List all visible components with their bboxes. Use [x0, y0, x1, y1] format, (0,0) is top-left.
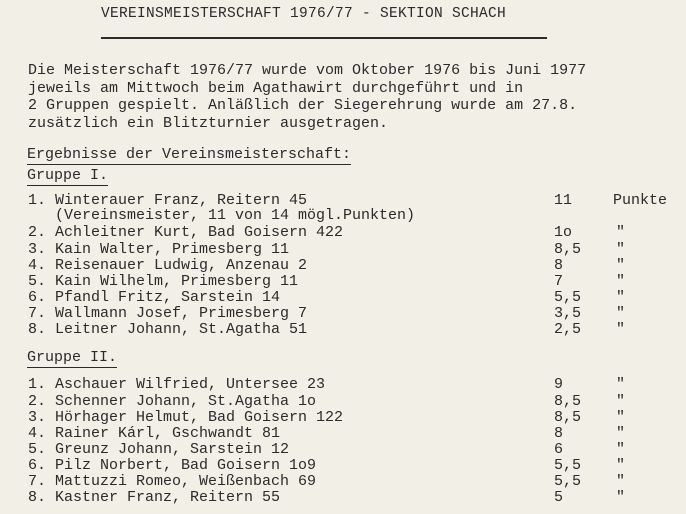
player-entry: 5. Greunz Johann, Sarstein 12: [28, 441, 290, 458]
player-entry: 7. Wallmann Josef, Primesberg 7: [28, 305, 308, 322]
player-entry: 6. Pfandl Fritz, Sarstein 14: [28, 289, 281, 306]
ditto-mark: ": [616, 224, 626, 241]
ditto-mark: ": [616, 305, 626, 322]
ditto-mark: ": [616, 425, 626, 442]
result-row: [28, 489, 668, 507]
points-value: 5,5: [554, 473, 582, 490]
document-title: VEREINSMEISTERSCHAFT 1976/77 - SEKTION SCHACH: [101, 6, 507, 22]
ditto-mark: ": [616, 457, 626, 474]
results-heading: [27, 146, 351, 163]
intro-line: Die Meisterschaft 1976/77 wurde vom Oktober 1976 bis Juni 1977: [28, 62, 587, 79]
ditto-mark: ": [616, 393, 626, 410]
points-value: 11: [554, 192, 573, 209]
points-value: 8: [554, 257, 564, 274]
points-value: 3,5: [554, 305, 582, 322]
points-value: 9: [554, 376, 564, 393]
group2-heading-text: Gruppe II.: [27, 349, 118, 366]
result-note: [28, 207, 668, 225]
ditto-mark: ": [616, 473, 626, 490]
points-value: 1o: [554, 224, 573, 241]
ditto-mark: ": [616, 441, 626, 458]
player-entry: 4. Reisenauer Ludwig, Anzenau 2: [28, 257, 308, 274]
player-entry: 6. Pilz Norbert, Bad Goisern 1o9: [28, 457, 317, 474]
points-value: 8,5: [554, 241, 582, 258]
points-value: 5,5: [554, 457, 582, 474]
points-unit: Punkte: [613, 192, 668, 209]
ditto-mark: ": [616, 321, 626, 338]
results-heading-text: Ergebnisse der Vereinsmeisterschaft:: [27, 146, 352, 163]
player-entry: 4. Rainer Kárl, Gschwandt 81: [28, 425, 281, 442]
player-entry: 8. Kastner Franz, Reitern 55: [28, 489, 281, 506]
ditto-mark: ": [616, 289, 626, 306]
player-entry: 1. Winterauer Franz, Reitern 45: [28, 192, 308, 209]
intro-line: zusätzlich ein Blitzturnier ausgetragen.: [28, 114, 389, 132]
intro-line: jeweils am Mittwoch beim Agathawirt durchgeführt und in: [28, 79, 524, 97]
result-row: [28, 224, 668, 242]
ditto-mark: ": [616, 241, 626, 258]
player-entry: 3. Hörhager Helmut, Bad Goisern 122: [28, 409, 344, 426]
points-value: 2,5: [554, 321, 582, 338]
points-value: 7: [554, 273, 564, 290]
group1-heading: [27, 167, 108, 184]
player-entry: 2. Schenner Johann, St.Agatha 1o: [28, 393, 317, 410]
intro-line: 2 Gruppen gespielt. Anläßlich der Siegerehrung wurde am 27.8.: [28, 97, 578, 114]
points-value: 8,5: [554, 393, 582, 410]
intro-paragraph: [28, 62, 668, 132]
points-value: 6: [554, 441, 564, 458]
player-entry: 5. Kain Wilhelm, Primesberg 11: [28, 273, 299, 290]
ditto-mark: ": [616, 273, 626, 290]
player-entry: 1. Aschauer Wilfried, Untersee 23: [28, 376, 326, 393]
result-row: [28, 376, 668, 394]
player-entry: 2. Achleitner Kurt, Bad Goisern 422: [28, 224, 344, 241]
points-value: 8,5: [554, 409, 582, 426]
player-entry: 8. Leitner Johann, St.Agatha 51: [28, 321, 308, 338]
group1-heading-text: Gruppe I.: [27, 167, 109, 184]
points-value: 5,5: [554, 289, 582, 306]
points-value: 5: [554, 489, 564, 506]
ditto-mark: ": [616, 257, 626, 274]
title-underline: [101, 37, 547, 39]
champion-note: (Vereinsmeister, 11 von 14 mögl.Punkten): [28, 207, 416, 224]
player-entry: 7. Mattuzzi Romeo, Weißenbach 69: [28, 473, 317, 490]
ditto-mark: ": [616, 376, 626, 393]
points-value: 8: [554, 425, 564, 442]
ditto-mark: ": [616, 409, 626, 426]
result-row: [28, 321, 668, 339]
group2-heading: [27, 349, 117, 366]
ditto-mark: ": [616, 489, 626, 506]
player-entry: 3. Kain Walter, Primesberg 11: [28, 241, 290, 258]
